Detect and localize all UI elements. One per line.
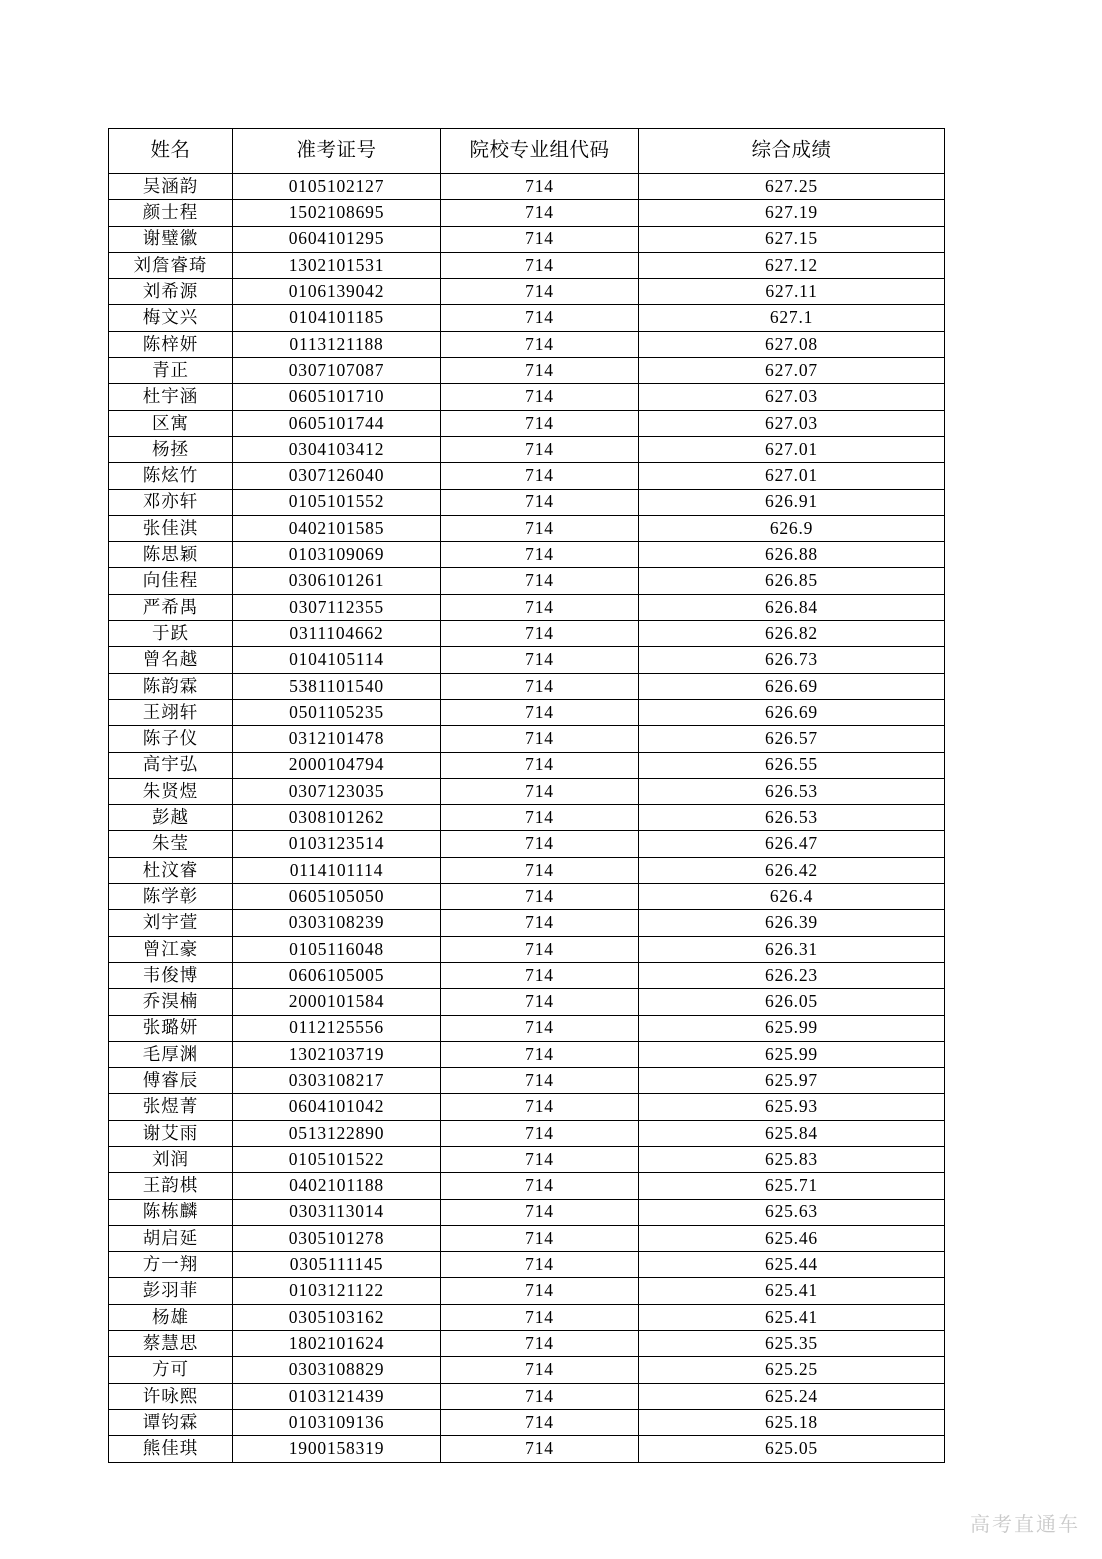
- cell-group: 714: [441, 358, 639, 384]
- cell-score: 625.44: [639, 1252, 945, 1278]
- cell-admit: 0311104662: [233, 621, 441, 647]
- cell-score: 626.4: [639, 884, 945, 910]
- table-row: [109, 594, 945, 620]
- cell-admit: 0104101185: [233, 305, 441, 331]
- cell-group: 714: [441, 436, 639, 462]
- cell-name: 乔淏楠: [109, 989, 233, 1015]
- cell-score: 625.83: [639, 1146, 945, 1172]
- cell-admit: 1302101531: [233, 252, 441, 278]
- table-row: [109, 1383, 945, 1409]
- cell-admit: 0303113014: [233, 1199, 441, 1225]
- cell-admit: 0306101261: [233, 568, 441, 594]
- cell-name: 向佳程: [109, 568, 233, 594]
- table-row: [109, 673, 945, 699]
- table-row: [109, 1409, 945, 1435]
- cell-admit: 0105102127: [233, 174, 441, 200]
- cell-score: 625.46: [639, 1225, 945, 1251]
- cell-admit: 0307123035: [233, 778, 441, 804]
- table-row: [109, 358, 945, 384]
- table-header-row: [109, 129, 945, 174]
- cell-score: 625.99: [639, 1015, 945, 1041]
- table-row: [109, 831, 945, 857]
- table-row: [109, 1041, 945, 1067]
- cell-name: 朱贤煜: [109, 778, 233, 804]
- cell-name: 陈梓妍: [109, 331, 233, 357]
- cell-score: 625.05: [639, 1436, 945, 1462]
- cell-admit: 1502108695: [233, 200, 441, 226]
- cell-admit: 0604101042: [233, 1094, 441, 1120]
- cell-admit: 0113121188: [233, 331, 441, 357]
- cell-admit: 0513122890: [233, 1120, 441, 1146]
- cell-admit: 0114101114: [233, 857, 441, 883]
- table-header: [109, 129, 945, 174]
- cell-admit: 1802101624: [233, 1331, 441, 1357]
- cell-name: 蔡慧思: [109, 1331, 233, 1357]
- cell-name: 陈韵霖: [109, 673, 233, 699]
- cell-group: 714: [441, 831, 639, 857]
- cell-name: 王韵棋: [109, 1173, 233, 1199]
- cell-score: 626.69: [639, 673, 945, 699]
- cell-group: 714: [441, 252, 639, 278]
- table-row: [109, 568, 945, 594]
- cell-admit: 0303108239: [233, 910, 441, 936]
- cell-score: 627.1: [639, 305, 945, 331]
- table-row: [109, 1278, 945, 1304]
- cell-name: 方一翔: [109, 1252, 233, 1278]
- cell-admit: 0305101278: [233, 1225, 441, 1251]
- cell-admit: 1900158319: [233, 1436, 441, 1462]
- cell-admit: 2000104794: [233, 752, 441, 778]
- cell-name: 刘詹睿琦: [109, 252, 233, 278]
- cell-name: 刘希源: [109, 279, 233, 305]
- cell-score: 627.08: [639, 331, 945, 357]
- table-row: [109, 910, 945, 936]
- cell-name: 韦俊博: [109, 962, 233, 988]
- cell-group: 714: [441, 673, 639, 699]
- cell-name: 高宇弘: [109, 752, 233, 778]
- cell-group: 714: [441, 726, 639, 752]
- cell-score: 625.63: [639, 1199, 945, 1225]
- cell-group: 714: [441, 174, 639, 200]
- cell-name: 杨拯: [109, 436, 233, 462]
- table-body: [109, 174, 945, 1463]
- cell-score: 625.18: [639, 1409, 945, 1435]
- table-row: [109, 384, 945, 410]
- cell-admit: 0303108829: [233, 1357, 441, 1383]
- cell-score: 626.42: [639, 857, 945, 883]
- column-header-composite-score: 综合成绩: [639, 129, 945, 174]
- cell-score: 626.9: [639, 515, 945, 541]
- cell-score: 626.31: [639, 936, 945, 962]
- cell-score: 626.53: [639, 805, 945, 831]
- cell-name: 邓亦轩: [109, 489, 233, 515]
- table-row: [109, 778, 945, 804]
- table-row: [109, 331, 945, 357]
- cell-name: 彭越: [109, 805, 233, 831]
- cell-name: 方可: [109, 1357, 233, 1383]
- cell-name: 区寓: [109, 410, 233, 436]
- cell-name: 刘润: [109, 1146, 233, 1172]
- cell-name: 谢艾雨: [109, 1120, 233, 1146]
- table-row: [109, 174, 945, 200]
- cell-group: 714: [441, 1436, 639, 1462]
- table-row: [109, 805, 945, 831]
- cell-name: 陈子仪: [109, 726, 233, 752]
- table-row: [109, 1357, 945, 1383]
- cell-name: 陈学彰: [109, 884, 233, 910]
- cell-group: 714: [441, 542, 639, 568]
- table-row: [109, 226, 945, 252]
- cell-group: 714: [441, 226, 639, 252]
- cell-score: 625.41: [639, 1304, 945, 1330]
- cell-admit: 0103123514: [233, 831, 441, 857]
- cell-group: 714: [441, 568, 639, 594]
- cell-score: 625.25: [639, 1357, 945, 1383]
- cell-score: 627.11: [639, 279, 945, 305]
- table-row: [109, 1015, 945, 1041]
- table-row: [109, 1094, 945, 1120]
- table-row: [109, 1120, 945, 1146]
- cell-name: 吴涵韵: [109, 174, 233, 200]
- cell-admit: 0605105050: [233, 884, 441, 910]
- cell-group: 714: [441, 884, 639, 910]
- cell-group: 714: [441, 1173, 639, 1199]
- cell-score: 626.91: [639, 489, 945, 515]
- cell-admit: 0402101188: [233, 1173, 441, 1199]
- cell-admit: 0307112355: [233, 594, 441, 620]
- cell-score: 627.19: [639, 200, 945, 226]
- cell-group: 714: [441, 200, 639, 226]
- cell-name: 胡启延: [109, 1225, 233, 1251]
- table-row: [109, 515, 945, 541]
- cell-score: 626.82: [639, 621, 945, 647]
- cell-name: 梅文兴: [109, 305, 233, 331]
- table-row: [109, 252, 945, 278]
- cell-name: 陈炫竹: [109, 463, 233, 489]
- cell-group: 714: [441, 1278, 639, 1304]
- cell-score: 625.97: [639, 1068, 945, 1094]
- cell-score: 626.05: [639, 989, 945, 1015]
- watermark: 高考直通车: [970, 1514, 1080, 1536]
- table-row: [109, 1173, 945, 1199]
- cell-admit: 0402101585: [233, 515, 441, 541]
- cell-name: 刘宇萱: [109, 910, 233, 936]
- cell-score: 626.23: [639, 962, 945, 988]
- cell-admit: 0303108217: [233, 1068, 441, 1094]
- cell-name: 张佳淇: [109, 515, 233, 541]
- table-row: [109, 1199, 945, 1225]
- table-row: [109, 1436, 945, 1462]
- cell-admit: 1302103719: [233, 1041, 441, 1067]
- cell-name: 傅睿辰: [109, 1068, 233, 1094]
- column-header-name: 姓名: [109, 129, 233, 174]
- cell-group: 714: [441, 1383, 639, 1409]
- cell-name: 杨雄: [109, 1304, 233, 1330]
- cell-score: 626.55: [639, 752, 945, 778]
- cell-score: 625.24: [639, 1383, 945, 1409]
- table-row: [109, 621, 945, 647]
- cell-name: 毛厚渊: [109, 1041, 233, 1067]
- cell-name: 谢璧徽: [109, 226, 233, 252]
- cell-score: 625.41: [639, 1278, 945, 1304]
- table-row: [109, 989, 945, 1015]
- cell-group: 714: [441, 305, 639, 331]
- cell-score: 627.01: [639, 463, 945, 489]
- cell-score: 627.12: [639, 252, 945, 278]
- cell-admit: 0606105005: [233, 962, 441, 988]
- cell-group: 714: [441, 1041, 639, 1067]
- table-row: [109, 962, 945, 988]
- cell-score: 626.57: [639, 726, 945, 752]
- cell-group: 714: [441, 331, 639, 357]
- cell-admit: 0604101295: [233, 226, 441, 252]
- cell-group: 714: [441, 910, 639, 936]
- cell-score: 625.84: [639, 1120, 945, 1146]
- cell-name: 陈思颖: [109, 542, 233, 568]
- cell-score: 626.73: [639, 647, 945, 673]
- table-row: [109, 279, 945, 305]
- cell-score: 627.01: [639, 436, 945, 462]
- table-row: [109, 1068, 945, 1094]
- cell-group: 714: [441, 699, 639, 725]
- cell-name: 张煜菁: [109, 1094, 233, 1120]
- cell-group: 714: [441, 463, 639, 489]
- cell-group: 714: [441, 1199, 639, 1225]
- table-row: [109, 463, 945, 489]
- table-row: [109, 200, 945, 226]
- cell-name: 青正: [109, 358, 233, 384]
- cell-group: 714: [441, 857, 639, 883]
- cell-name: 许咏熙: [109, 1383, 233, 1409]
- cell-score: 625.71: [639, 1173, 945, 1199]
- cell-name: 熊佳琪: [109, 1436, 233, 1462]
- cell-score: 627.25: [639, 174, 945, 200]
- cell-group: 714: [441, 778, 639, 804]
- cell-score: 627.07: [639, 358, 945, 384]
- cell-name: 颜士程: [109, 200, 233, 226]
- cell-name: 杜汶睿: [109, 857, 233, 883]
- table-row: [109, 489, 945, 515]
- cell-name: 王翊轩: [109, 699, 233, 725]
- cell-score: 625.99: [639, 1041, 945, 1067]
- table-row: [109, 726, 945, 752]
- cell-group: 714: [441, 410, 639, 436]
- cell-group: 714: [441, 1331, 639, 1357]
- cell-group: 714: [441, 489, 639, 515]
- table-row: [109, 410, 945, 436]
- cell-admit: 0308101262: [233, 805, 441, 831]
- table-row: [109, 647, 945, 673]
- cell-admit: 0312101478: [233, 726, 441, 752]
- cell-group: 714: [441, 279, 639, 305]
- cell-name: 彭羽菲: [109, 1278, 233, 1304]
- cell-admit: 0105101552: [233, 489, 441, 515]
- cell-admit: 0112125556: [233, 1015, 441, 1041]
- cell-score: 626.47: [639, 831, 945, 857]
- cell-group: 714: [441, 1357, 639, 1383]
- table-row: [109, 1304, 945, 1330]
- cell-group: 714: [441, 621, 639, 647]
- cell-name: 陈栋麟: [109, 1199, 233, 1225]
- cell-group: 714: [441, 805, 639, 831]
- cell-score: 627.15: [639, 226, 945, 252]
- cell-admit: 0106139042: [233, 279, 441, 305]
- cell-group: 714: [441, 1252, 639, 1278]
- cell-group: 714: [441, 594, 639, 620]
- cell-group: 714: [441, 1068, 639, 1094]
- cell-admit: 0304103412: [233, 436, 441, 462]
- cell-score: 625.93: [639, 1094, 945, 1120]
- table-row: [109, 857, 945, 883]
- cell-score: 627.03: [639, 384, 945, 410]
- cell-admit: 0103109069: [233, 542, 441, 568]
- cell-score: 626.39: [639, 910, 945, 936]
- cell-admit: 0307107087: [233, 358, 441, 384]
- cell-score: 626.85: [639, 568, 945, 594]
- table-row: [109, 1252, 945, 1278]
- cell-score: 626.53: [639, 778, 945, 804]
- cell-admit: 0104105114: [233, 647, 441, 673]
- cell-group: 714: [441, 647, 639, 673]
- cell-admit: 0501105235: [233, 699, 441, 725]
- cell-group: 714: [441, 752, 639, 778]
- cell-admit: 5381101540: [233, 673, 441, 699]
- table-row: [109, 936, 945, 962]
- cell-admit: 0105116048: [233, 936, 441, 962]
- cell-group: 714: [441, 1094, 639, 1120]
- cell-group: 714: [441, 1225, 639, 1251]
- cell-admit: 0305111145: [233, 1252, 441, 1278]
- cell-score: 626.88: [639, 542, 945, 568]
- cell-name: 杜宇涵: [109, 384, 233, 410]
- cell-admit: 0605101710: [233, 384, 441, 410]
- cell-score: 626.69: [639, 699, 945, 725]
- cell-group: 714: [441, 1015, 639, 1041]
- table-row: [109, 752, 945, 778]
- table-row: [109, 699, 945, 725]
- table-row: [109, 884, 945, 910]
- cell-score: 625.35: [639, 1331, 945, 1357]
- cell-admit: 0103109136: [233, 1409, 441, 1435]
- cell-score: 627.03: [639, 410, 945, 436]
- column-header-admission-ticket: 准考证号: [233, 129, 441, 174]
- table-row: [109, 542, 945, 568]
- cell-admit: 0105101522: [233, 1146, 441, 1172]
- cell-group: 714: [441, 1304, 639, 1330]
- cell-group: 714: [441, 962, 639, 988]
- cell-score: 626.84: [639, 594, 945, 620]
- table-row: [109, 305, 945, 331]
- cell-group: 714: [441, 1409, 639, 1435]
- cell-admit: 0307126040: [233, 463, 441, 489]
- cell-name: 严希禺: [109, 594, 233, 620]
- cell-name: 朱莹: [109, 831, 233, 857]
- cell-group: 714: [441, 936, 639, 962]
- cell-name: 曾名越: [109, 647, 233, 673]
- cell-name: 谭钧霖: [109, 1409, 233, 1435]
- cell-group: 714: [441, 1146, 639, 1172]
- cell-admit: 0305103162: [233, 1304, 441, 1330]
- cell-group: 714: [441, 1120, 639, 1146]
- cell-admit: 0605101744: [233, 410, 441, 436]
- table-row: [109, 1331, 945, 1357]
- cell-group: 714: [441, 384, 639, 410]
- admission-score-table: [108, 128, 945, 1463]
- cell-group: 714: [441, 515, 639, 541]
- cell-admit: 2000101584: [233, 989, 441, 1015]
- column-header-major-group-code: 院校专业组代码: [441, 129, 639, 174]
- cell-admit: 0103121439: [233, 1383, 441, 1409]
- cell-name: 曾江豪: [109, 936, 233, 962]
- table-row: [109, 1146, 945, 1172]
- table-row: [109, 1225, 945, 1251]
- cell-name: 张璐妍: [109, 1015, 233, 1041]
- cell-name: 于跃: [109, 621, 233, 647]
- cell-admit: 0103121122: [233, 1278, 441, 1304]
- cell-group: 714: [441, 989, 639, 1015]
- table-row: [109, 436, 945, 462]
